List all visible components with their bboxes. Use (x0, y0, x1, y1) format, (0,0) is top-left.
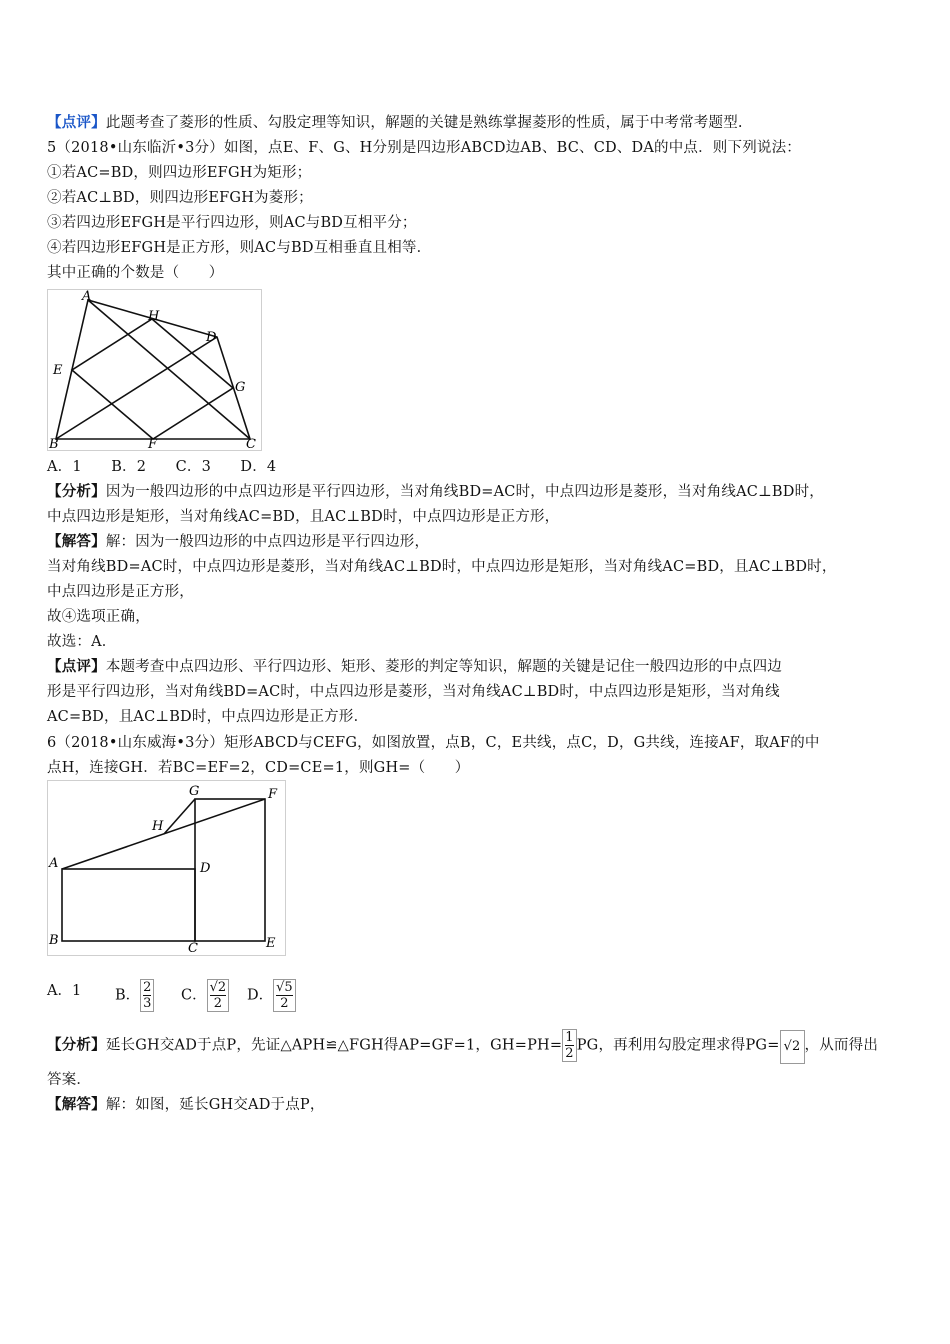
q6-analysis-fraction (562, 1029, 576, 1062)
q6-header-line1: 6（2018•山东威海•3分）矩形ABCD与CEFG，如图放置，点B，C，E共线，点C，D，G共线，连接AF，取AF的中 (47, 735, 820, 751)
q6-option-a: A．1 (47, 983, 82, 999)
q5-review-text1: 本题考查中点四边形、平行四边形、矩形、菱形的判定等知识，解题的关键是记住一般四边形的中点四边 (105, 659, 783, 675)
review-paragraph (47, 113, 743, 133)
q6-option-b-fraction (140, 979, 154, 1012)
label-f: F (268, 787, 278, 802)
q6-option-d (247, 979, 296, 1012)
diagonal-ac (88, 300, 250, 439)
q6-option-c-num: √2 (209, 980, 227, 995)
q6-analysis-text-a: 延长GH交AD于点P，先证△APH≌△FGH得AP=GF=1，GH=PH= (105, 1037, 563, 1054)
label-c: C (246, 437, 256, 450)
q5-statement-4: ④若四边形EFGH是正方形，则AC与BD互相垂直且相等． (47, 240, 432, 256)
q5-statement-2: ②若AC⊥BD，则四边形EFGH为菱形； (47, 190, 313, 206)
q6-solution-line1 (47, 1095, 325, 1115)
q6-analysis-text-b: PG，再利用勾股定理求得PG= (576, 1037, 780, 1054)
q5-quadrilateral-diagram (48, 290, 261, 450)
q6-analysis-text-c: ，从而得出 (804, 1037, 879, 1054)
q6-option-d-num: √5 (276, 980, 293, 995)
label-h: H (152, 819, 164, 834)
q5-options: A．1 B．2 C．3 D．4 (47, 459, 277, 475)
label-b: B (49, 933, 59, 948)
q6-solution-text1: 解：如图，延长GH交AD于点P， (105, 1097, 325, 1113)
q6-analysis-den: 2 (565, 1046, 574, 1061)
q6-option-c-letter: C． (181, 987, 207, 1004)
q5-analysis-line1 (47, 482, 824, 502)
q5-header: 5（2018•山东临沂•3分）如图，点E、F、G、H分别是四边形ABCD边AB、BC、CD、DA的中点．则下列说法： (47, 140, 802, 156)
q5-solution-line2: 当对角线BD=AC时，中点四边形是菱形，当对角线AC⊥BD时，中点四边形是矩形，当对角线AC=BD，且AC⊥BD时， (47, 559, 837, 575)
review-text: 此题考查了菱形的性质、勾股定理等知识，解题的关键是熟练掌握菱形的性质，属于中考常考题型. (105, 115, 743, 131)
label-f: F (148, 437, 158, 450)
label-c: C (188, 941, 198, 955)
label-d: D (206, 330, 217, 345)
review-tag: 【点评】 (47, 114, 106, 131)
label-a: A (82, 290, 92, 304)
q5-statement-1: ①若AC=BD，则四边形EFGH为矩形； (47, 165, 312, 181)
q6-option-b-letter: B． (115, 987, 141, 1004)
q6-option-b-den: 3 (143, 996, 152, 1011)
q5-solution-tag: 【解答】 (47, 533, 106, 550)
q6-option-d-fraction (273, 979, 296, 1012)
label-d: D (200, 861, 211, 876)
q6-option-d-letter: D． (247, 987, 274, 1004)
q6-option-b-num: 2 (143, 980, 152, 995)
q5-statement-3: ③若四边形EFGH是平行四边形，则AC与BD互相平分； (47, 215, 417, 231)
segment-af (62, 799, 265, 869)
label-b: B (49, 437, 59, 450)
rect-abcd (62, 869, 195, 941)
q5-review-tag: 【点评】 (47, 658, 106, 675)
label-h: H (148, 309, 160, 324)
label-g: G (235, 380, 246, 395)
q5-solution-text1: 解：因为一般四边形的中点四边形是平行四边形， (105, 534, 430, 550)
q6-option-b (115, 979, 154, 1012)
q6-option-c-fraction (207, 979, 230, 1012)
q5-review-line1 (47, 657, 782, 677)
q5-solution-line5: 故选：A． (47, 634, 117, 650)
q6-option-d-den: 2 (280, 996, 289, 1011)
label-e: E (266, 936, 276, 951)
q5-solution-line3: 中点四边形是正方形， (47, 584, 194, 600)
q5-solution-line1 (47, 532, 429, 552)
q6-header-line2: 点H，连接GH．若BC=EF=2，CD=CE=1，则GH=（ ） (47, 760, 470, 776)
q5-review-line3: AC=BD，且AC⊥BD时，中点四边形是正方形． (47, 709, 369, 725)
q5-solution-line4: 故④选项正确， (47, 609, 150, 625)
q5-review-line2: 形是平行四边形，当对角线BD=AC时，中点四边形是菱形，当对角线AC⊥BD时，中点四边形是矩形，当对角线 (47, 684, 780, 700)
q6-analysis-line1 (47, 1029, 878, 1064)
diagonal-bd (56, 337, 217, 439)
q6-figure (47, 780, 286, 956)
q6-analysis-line2: 答案． (47, 1072, 92, 1088)
q5-analysis-line2: 中点四边形是矩形，当对角线AC=BD，且AC⊥BD时，中点四边形是正方形， (47, 509, 560, 525)
q6-analysis-num: 1 (565, 1030, 574, 1045)
q6-rectangles-diagram (48, 781, 285, 955)
q6-solution-tag: 【解答】 (47, 1096, 106, 1113)
q5-figure (47, 289, 262, 451)
label-g: G (189, 784, 200, 799)
label-a: A (49, 856, 59, 871)
q6-option-c (181, 979, 229, 1012)
q5-question: 其中正确的个数是（ ） (47, 265, 224, 281)
q5-analysis-text1: 因为一般四边形的中点四边形是平行四边形，当对角线BD=AC时，中点四边形是菱形，当对角线AC⊥BD时， (105, 484, 824, 500)
q6-option-c-den: 2 (213, 996, 223, 1011)
q6-analysis-sqrt: √2 (780, 1030, 805, 1064)
q5-analysis-tag: 【分析】 (47, 483, 106, 500)
q6-analysis-tag: 【分析】 (47, 1036, 106, 1054)
label-e: E (53, 363, 63, 378)
